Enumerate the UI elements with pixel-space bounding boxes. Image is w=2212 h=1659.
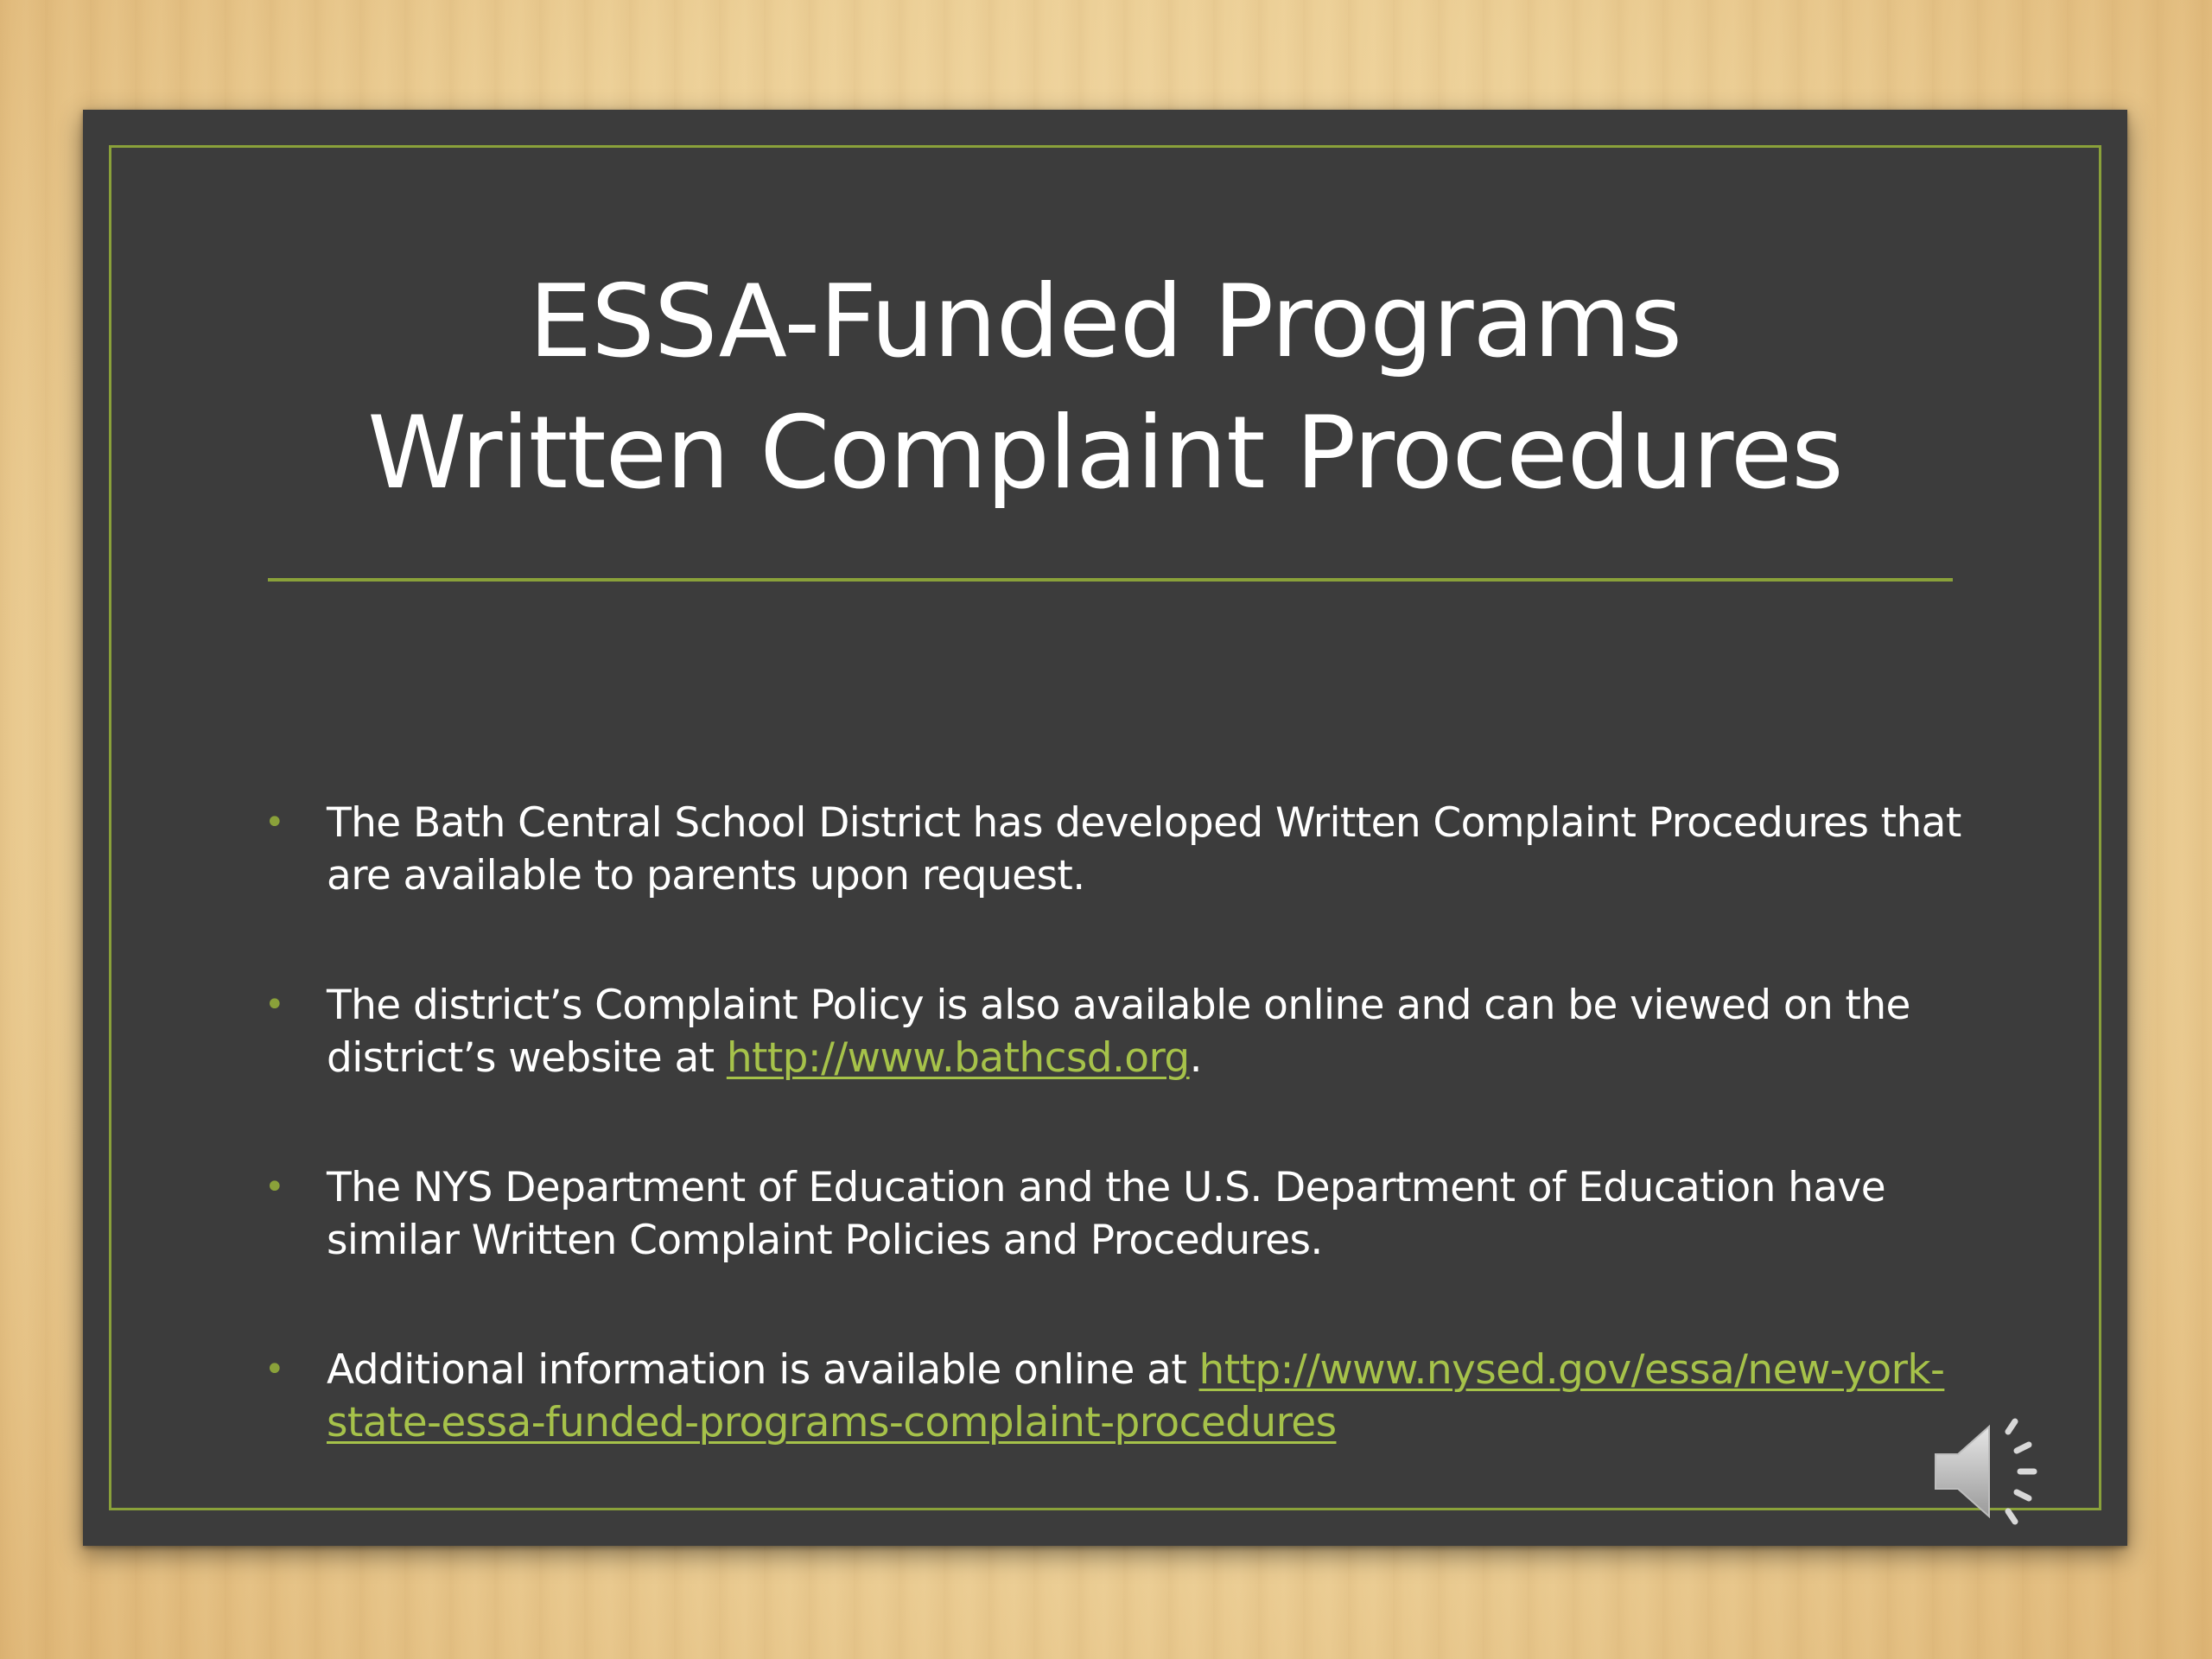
bullet-text: Additional information is available online at <box>327 1346 1199 1394</box>
bullet-icon: • <box>264 1350 284 1389</box>
bullet-text: The NYS Department of Education and the U.S. Department of Education have similar Written Complaint Policies and Procedures. <box>327 1164 1886 1264</box>
slide-title <box>213 257 1998 519</box>
speaker-icon-graphic <box>1932 1414 2053 1527</box>
bullet-item-4 <box>264 1344 2027 1449</box>
district-website-link[interactable]: http://www.bathcsd.org <box>726 1034 1190 1082</box>
bullet-item-2 <box>264 979 2027 1084</box>
bullet-text-end: . <box>1189 1034 1202 1082</box>
bullet-list <box>264 797 2027 1526</box>
title-line-1: ESSA-Funded Programs <box>528 264 1682 380</box>
bullet-item-1 <box>264 797 2027 902</box>
speaker-icon[interactable] <box>1932 1414 2053 1527</box>
bullet-item-3 <box>264 1161 2027 1267</box>
slide <box>83 110 2127 1546</box>
bullet-text: The district’s Complaint Policy is also available online and can be viewed on the district’s website at <box>327 982 1910 1082</box>
bullet-text: The Bath Central School District has developed Written Complaint Procedures that are available to parents upon request. <box>327 799 1961 899</box>
title-line-2: Written Complaint Procedures <box>367 395 1843 512</box>
bullet-icon: • <box>264 985 284 1025</box>
nysed-complaint-link[interactable]: http://www.nysed.gov/essa/new-york-state-essa-funded-programs-complaint-procedures <box>327 1346 1945 1446</box>
title-divider <box>268 578 1953 582</box>
bullet-icon: • <box>264 803 284 842</box>
bullet-icon: • <box>264 1167 284 1207</box>
